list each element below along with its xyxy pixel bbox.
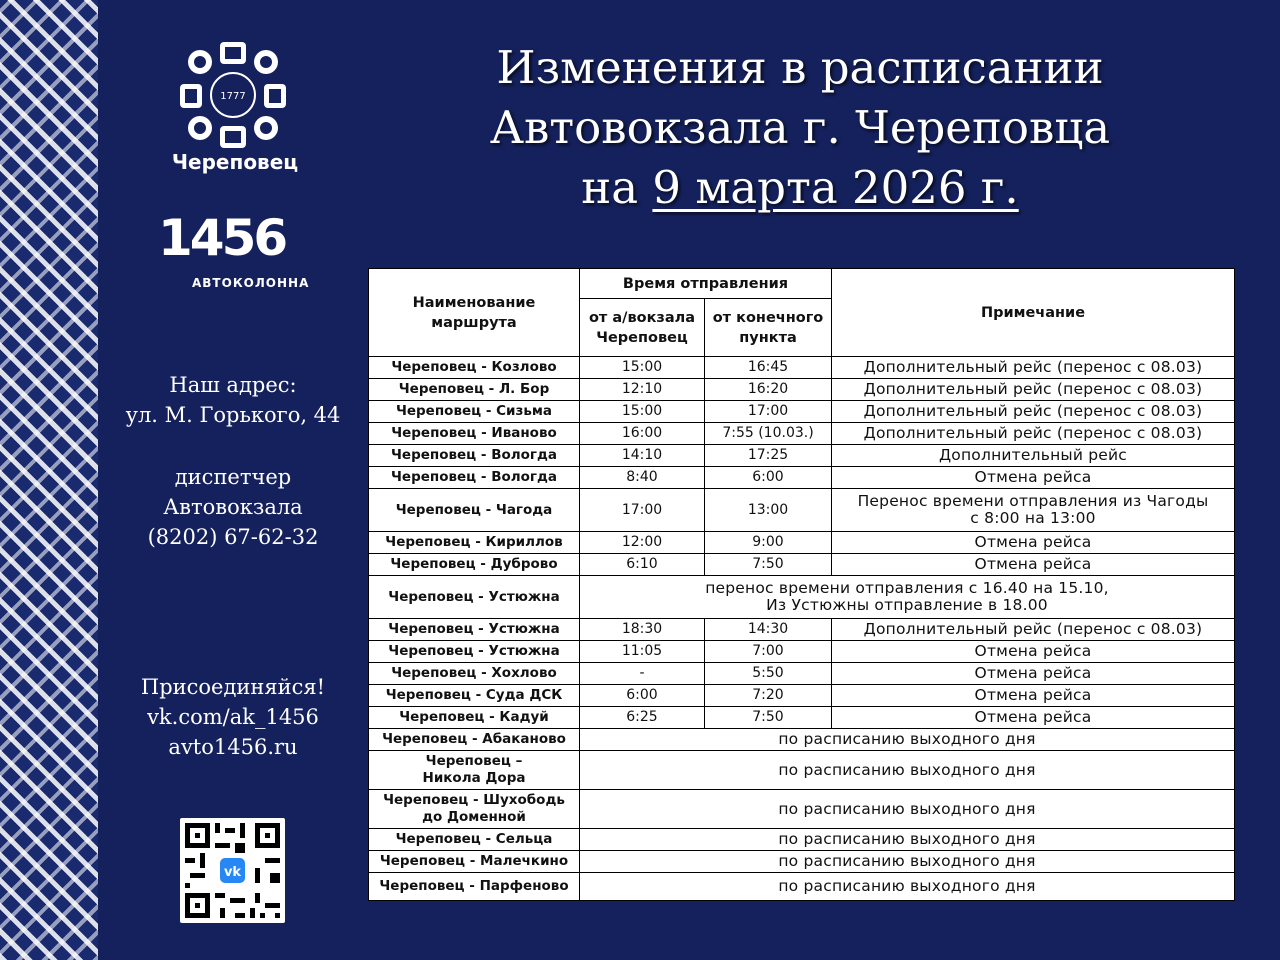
page-title: Изменения в расписании Автовокзала г. Череповца на 9 марта 2026 г. [489,41,1111,214]
table-row: Череповец - Л. Бор 12:10 16:20 Дополнительный рейс (перенос с 08.03) [369,379,1235,401]
city-name: Череповец [171,150,299,174]
header-note: Примечание [832,269,1235,357]
header-from-station: от а/вокзала Череповец [580,299,705,357]
vk-link[interactable]: vk.com/ak_1456 [147,705,319,729]
table-row: Череповец - Устюжна 18:30 14:30 Дополнительный рейс (перенос с 08.03) [369,619,1235,641]
svg-text:1777: 1777 [220,91,246,102]
table-row: Череповец - Дуброво 6:10 7:50 Отмена рейса [369,554,1235,576]
table-row: Череповец - Вологда 8:40 6:00 Отмена рейса [369,467,1235,489]
table-row: Череповец - Суда ДСК 6:00 7:20 Отмена рейса [369,685,1235,707]
qr-icon [180,818,285,923]
table-row: Череповец - Сизьма 15:00 17:00 Дополнительный рейс (перенос с 08.03) [369,401,1235,423]
schedule-table [368,268,1234,901]
table-row: Череповец - Малечкино по расписанию выходного дня [369,851,1235,873]
table-row: Череповец - Устюжна перенос времени отправления с 16.40 на 15.10, Из Устюжны отправление в 18.00 [369,576,1235,619]
qr-code[interactable] [180,818,285,923]
table-row: Череповец - Чагода 17:00 13:00 Перенос времени отправления из Чагоды с 8:00 на 13:00 [369,489,1235,532]
date: 9 марта 2026 г. [652,161,1019,214]
table-row: Череповец - Абаканово по расписанию выходного дня [369,729,1235,751]
table-row: Череповец - Козлово 15:00 16:45 Дополнительный рейс (перенос с 08.03) [369,357,1235,379]
social-block: Присоединяйся! vk.com/ak_1456 avto1456.ru [108,672,358,762]
dispatcher-block: диспетчер Автовокзала (8202) 67-62-32 [108,462,358,552]
table-row: Череповец – Никола Дора по расписанию выходного дня [369,751,1235,790]
avtokolonna-logo: 1456 АВТОКОЛОННА [158,209,310,290]
header-time: Время отправления [580,269,832,299]
table-row: Череповец - Парфеново по расписанию выходного дня [369,873,1235,901]
table-row: Череповец - Шухободь до Доменной по расписанию выходного дня [369,790,1235,829]
svg-text:vk: vk [223,865,242,880]
header-route: Наименование маршрута [369,269,580,357]
table-row: Череповец - Кадуй 6:25 7:50 Отмена рейса [369,707,1235,729]
table-row: Череповец - Вологда 14:10 17:25 Дополнительный рейс [369,445,1235,467]
address-block: Наш адрес: ул. М. Горького, 44 [125,373,341,427]
header-from-end: от конечного пункта [705,299,832,357]
cherepovets-emblem-icon [178,40,288,150]
table-row: Череповец - Устюжна 11:05 7:00 Отмена рейса [369,641,1235,663]
decorative-pattern [0,0,98,960]
table-row: Череповец - Иваново 16:00 7:55 (10.03.) Дополнительный рейс (перенос с 08.03) [369,423,1235,445]
site-link[interactable]: avto1456.ru [168,735,298,759]
table-row: Череповец - Сельца по расписанию выходного дня [369,829,1235,851]
table-row: Череповец - Хохлово - 5:50 Отмена рейса [369,663,1235,685]
table-row: Череповец - Кириллов 12:00 9:00 Отмена рейса [369,532,1235,554]
phone: (8202) 67-62-32 [147,525,319,549]
